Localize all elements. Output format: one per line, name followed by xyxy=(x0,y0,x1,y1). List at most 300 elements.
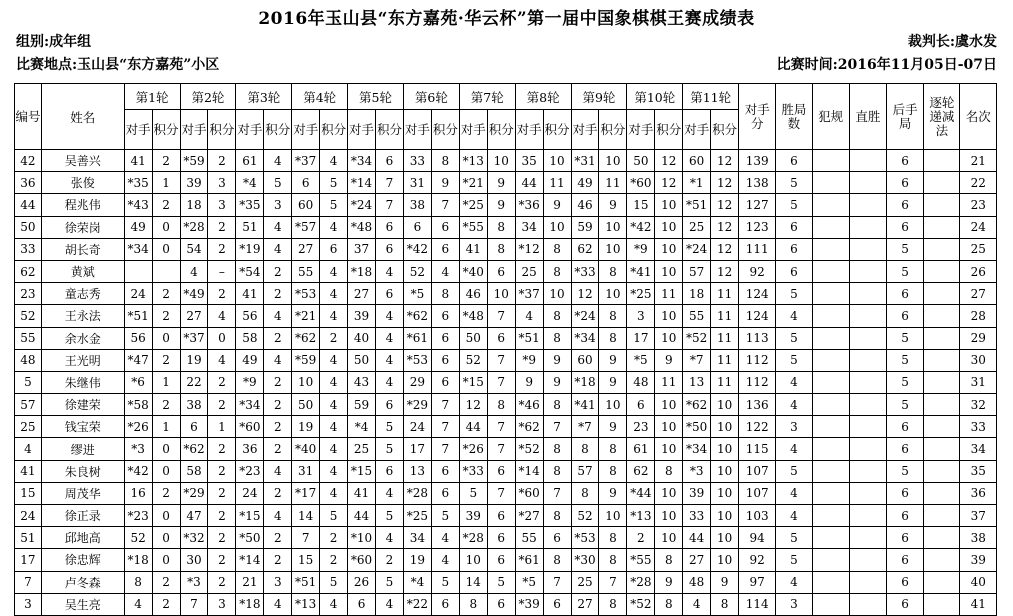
cell-direct xyxy=(849,593,886,615)
cell-points: 6 xyxy=(431,349,459,371)
cell-opponent: *32 xyxy=(180,527,208,549)
cell-opponent: 33 xyxy=(683,505,711,527)
cell-points: 5 xyxy=(376,416,404,438)
cell-opp-score: 112 xyxy=(739,349,776,371)
cell-foul xyxy=(812,549,849,571)
cell-black: 6 xyxy=(886,593,923,615)
cell-foul xyxy=(812,394,849,416)
col-header-opponent: 对手 xyxy=(571,110,599,150)
cell-opponent: 17 xyxy=(627,327,655,349)
cell-points: 4 xyxy=(320,394,348,416)
cell-cumulative xyxy=(924,283,960,305)
table-row xyxy=(15,150,997,172)
table-row xyxy=(15,194,997,216)
cell-opponent: *33 xyxy=(571,260,599,282)
cell-opponent: 38 xyxy=(403,194,431,216)
cell-opp-score: 92 xyxy=(739,260,776,282)
cell-points: 8 xyxy=(487,216,515,238)
cell-opponent: 60 xyxy=(571,349,599,371)
cell-points: 11 xyxy=(711,283,739,305)
cell-opponent: *28 xyxy=(180,216,208,238)
cell-opponent: 49 xyxy=(571,172,599,194)
cell-opponent: *13 xyxy=(459,150,487,172)
cell-id: 41 xyxy=(15,460,42,482)
cell-points: 9 xyxy=(599,482,627,504)
cell-opponent: *33 xyxy=(459,460,487,482)
cell-points: 2 xyxy=(264,260,292,282)
col-header-round: 第6轮 xyxy=(403,84,459,110)
table-row xyxy=(15,260,997,282)
cell-cumulative xyxy=(924,549,960,571)
cell-opponent: *55 xyxy=(459,216,487,238)
cell-rank: 32 xyxy=(960,394,997,416)
cell-points: 5 xyxy=(376,438,404,460)
cell-opponent: *60 xyxy=(627,172,655,194)
cell-points: 2 xyxy=(208,394,236,416)
cell-points: 2 xyxy=(152,394,180,416)
cell-opponent: *48 xyxy=(459,305,487,327)
cell-points: 8 xyxy=(599,305,627,327)
cell-opponent: *23 xyxy=(236,460,264,482)
cell-points: 6 xyxy=(431,460,459,482)
cell-rank: 28 xyxy=(960,305,997,327)
col-header-points: 积分 xyxy=(208,110,236,150)
cell-direct xyxy=(849,238,886,260)
referee-label: 裁判长:虞水发 xyxy=(907,34,997,50)
cell-id: 52 xyxy=(15,305,42,327)
cell-foul xyxy=(812,593,849,615)
cell-name: 卢冬森 xyxy=(41,571,124,593)
cell-points: 0 xyxy=(152,527,180,549)
cell-points: 8 xyxy=(655,460,683,482)
col-header-wins: 胜局数 xyxy=(776,84,812,150)
col-header-opponent: 对手 xyxy=(292,110,320,150)
cell-name: 王光明 xyxy=(41,349,124,371)
cell-id: 23 xyxy=(15,283,42,305)
cell-opponent: 4 xyxy=(124,593,152,615)
cell-opponent: 46 xyxy=(571,194,599,216)
venue-label: 比赛地点:玉山县“东方嘉苑”小区 xyxy=(16,57,220,73)
cell-opponent: *28 xyxy=(403,482,431,504)
table-body xyxy=(15,150,997,616)
cell-points: 7 xyxy=(487,482,515,504)
cell-points: 8 xyxy=(487,394,515,416)
cell-points: 2 xyxy=(264,482,292,504)
cell-opponent: *50 xyxy=(683,416,711,438)
cell-points: 10 xyxy=(543,216,571,238)
col-header-opponent: 对手 xyxy=(348,110,376,150)
cell-points: 9 xyxy=(431,172,459,194)
col-header-round: 第4轮 xyxy=(292,84,348,110)
cell-points: 3 xyxy=(264,571,292,593)
cell-opponent: 36 xyxy=(236,438,264,460)
cell-points: 7 xyxy=(376,172,404,194)
cell-points: 2 xyxy=(376,549,404,571)
cell-opponent: 14 xyxy=(459,571,487,593)
cell-opponent: *41 xyxy=(571,394,599,416)
results-table xyxy=(14,83,997,616)
cell-opponent: *34 xyxy=(236,394,264,416)
cell-opp-score: 107 xyxy=(739,482,776,504)
cell-opponent: *62 xyxy=(403,305,431,327)
cell-points: 5 xyxy=(431,505,459,527)
cell-points: 9 xyxy=(599,371,627,393)
cell-black: 5 xyxy=(886,371,923,393)
cell-cumulative xyxy=(924,327,960,349)
cell-name: 徐忠辉 xyxy=(41,549,124,571)
cell-points: 10 xyxy=(711,438,739,460)
cell-cumulative xyxy=(924,527,960,549)
cell-opponent: 52 xyxy=(124,527,152,549)
table-header xyxy=(15,84,997,150)
cell-rank: 35 xyxy=(960,460,997,482)
cell-points: 4 xyxy=(264,150,292,172)
cell-opponent: *42 xyxy=(403,238,431,260)
cell-opponent: *18 xyxy=(571,371,599,393)
cell-points: 10 xyxy=(655,260,683,282)
cell-opponent: 7 xyxy=(180,593,208,615)
cell-rank: 40 xyxy=(960,571,997,593)
cell-opponent: *4 xyxy=(348,416,376,438)
cell-opponent: *22 xyxy=(403,593,431,615)
cell-opp-score: 113 xyxy=(739,327,776,349)
cell-opponent: 8 xyxy=(571,482,599,504)
col-header-points: 积分 xyxy=(264,110,292,150)
cell-opponent: *60 xyxy=(348,549,376,571)
cell-direct xyxy=(849,305,886,327)
cell-points: 5 xyxy=(264,172,292,194)
cell-opponent: 56 xyxy=(236,305,264,327)
cell-rank: 21 xyxy=(960,150,997,172)
cell-id: 51 xyxy=(15,527,42,549)
cell-opponent: 60 xyxy=(292,194,320,216)
col-header-points: 积分 xyxy=(152,110,180,150)
cell-opponent: *62 xyxy=(180,438,208,460)
cell-points: 7 xyxy=(487,349,515,371)
cell-opp-score: 122 xyxy=(739,416,776,438)
cell-points: 0 xyxy=(152,327,180,349)
cell-opponent: 27 xyxy=(348,283,376,305)
cell-points: 2 xyxy=(320,527,348,549)
cell-opponent: 13 xyxy=(683,371,711,393)
cell-points: 7 xyxy=(487,416,515,438)
cell-opponent: *53 xyxy=(403,349,431,371)
cell-opponent: 61 xyxy=(627,438,655,460)
cell-opponent: *35 xyxy=(236,194,264,216)
cell-name: 王永法 xyxy=(41,305,124,327)
cell-direct xyxy=(849,549,886,571)
cell-black: 6 xyxy=(886,150,923,172)
cell-points: 8 xyxy=(543,460,571,482)
cell-opponent: *24 xyxy=(348,194,376,216)
cell-cumulative xyxy=(924,260,960,282)
cell-id: 48 xyxy=(15,349,42,371)
cell-opponent: *3 xyxy=(180,571,208,593)
col-header-opponent: 对手 xyxy=(403,110,431,150)
cell-opponent: *48 xyxy=(348,216,376,238)
cell-opponent: 8 xyxy=(459,593,487,615)
cell-points: 4 xyxy=(431,549,459,571)
cell-opponent: *1 xyxy=(683,172,711,194)
cell-opponent: *9 xyxy=(515,349,543,371)
cell-points: 10 xyxy=(599,150,627,172)
cell-points: 4 xyxy=(320,371,348,393)
cell-opponent: 30 xyxy=(180,549,208,571)
cell-opponent: 46 xyxy=(459,283,487,305)
cell-points: 4 xyxy=(431,527,459,549)
cell-name: 邱地高 xyxy=(41,527,124,549)
cell-opponent: *53 xyxy=(292,283,320,305)
table-row xyxy=(15,349,997,371)
cell-opp-score: 111 xyxy=(739,238,776,260)
cell-cumulative xyxy=(924,593,960,615)
cell-name: 程兆伟 xyxy=(41,194,124,216)
col-header-round: 第5轮 xyxy=(348,84,404,110)
cell-id: 57 xyxy=(15,394,42,416)
cell-name: 周茂华 xyxy=(41,482,124,504)
cell-opponent: *43 xyxy=(124,194,152,216)
table-row xyxy=(15,438,997,460)
cell-name: 黄斌 xyxy=(41,260,124,282)
cell-opponent: *24 xyxy=(571,305,599,327)
cell-points: 6 xyxy=(376,394,404,416)
cell-opponent: 8 xyxy=(571,438,599,460)
cell-points: 2 xyxy=(208,238,236,260)
cell-wins: 4 xyxy=(776,482,812,504)
cell-points: 12 xyxy=(711,172,739,194)
cell-opponent: 50 xyxy=(459,327,487,349)
cell-opponent: *7 xyxy=(571,416,599,438)
cell-opponent: 18 xyxy=(180,194,208,216)
cell-points: 0 xyxy=(152,460,180,482)
col-header-rank: 名次 xyxy=(960,84,997,150)
cell-opponent: 49 xyxy=(236,349,264,371)
cell-wins: 5 xyxy=(776,527,812,549)
cell-direct xyxy=(849,460,886,482)
table-row xyxy=(15,172,997,194)
cell-points: 4 xyxy=(208,305,236,327)
cell-points: 9 xyxy=(599,349,627,371)
cell-opponent: *37 xyxy=(180,327,208,349)
cell-black: 5 xyxy=(886,238,923,260)
cell-points: 6 xyxy=(431,238,459,260)
cell-points: 3 xyxy=(264,194,292,216)
cell-opponent: *59 xyxy=(292,349,320,371)
cell-points: 10 xyxy=(655,327,683,349)
cell-opponent: *15 xyxy=(236,505,264,527)
cell-foul xyxy=(812,260,849,282)
cell-points: 6 xyxy=(376,216,404,238)
cell-opponent: 44 xyxy=(683,527,711,549)
cell-wins: 4 xyxy=(776,371,812,393)
table-row xyxy=(15,216,997,238)
cell-opponent: 29 xyxy=(403,371,431,393)
cell-opponent: 33 xyxy=(403,150,431,172)
cell-points: 8 xyxy=(543,438,571,460)
cell-opponent: *36 xyxy=(515,194,543,216)
cell-opponent: 24 xyxy=(124,283,152,305)
cell-opponent: *50 xyxy=(236,527,264,549)
cell-points: 2 xyxy=(152,194,180,216)
cell-opponent: *60 xyxy=(236,416,264,438)
cell-points: 4 xyxy=(264,593,292,615)
cell-points: 7 xyxy=(431,394,459,416)
cell-direct xyxy=(849,260,886,282)
cell-points: 9 xyxy=(487,172,515,194)
cell-points: 10 xyxy=(711,505,739,527)
cell-points: 2 xyxy=(320,327,348,349)
cell-points: 4 xyxy=(376,349,404,371)
cell-points: 5 xyxy=(376,571,404,593)
cell-direct xyxy=(849,194,886,216)
cell-opponent: 60 xyxy=(683,150,711,172)
col-header-cumulative: 逐轮递减法 xyxy=(924,84,960,150)
cell-wins: 5 xyxy=(776,549,812,571)
cell-points: 4 xyxy=(264,305,292,327)
cell-points: 10 xyxy=(655,527,683,549)
cell-opponent: 52 xyxy=(459,349,487,371)
cell-opponent: *52 xyxy=(627,593,655,615)
col-header-black: 后手局 xyxy=(886,84,923,150)
col-header-opponent: 对手 xyxy=(683,110,711,150)
cell-foul xyxy=(812,327,849,349)
cell-opponent: 6 xyxy=(627,394,655,416)
cell-points: 1 xyxy=(152,172,180,194)
cell-points: 0 xyxy=(152,505,180,527)
cell-opponent: *34 xyxy=(124,238,152,260)
cell-opponent: *29 xyxy=(180,482,208,504)
cell-opponent: 48 xyxy=(627,371,655,393)
cell-points: 6 xyxy=(487,327,515,349)
table-row xyxy=(15,593,997,615)
col-header-id: 编号 xyxy=(15,84,42,150)
cell-name: 童志秀 xyxy=(41,283,124,305)
cell-points: 12 xyxy=(711,216,739,238)
cell-opponent: *28 xyxy=(459,527,487,549)
cell-points xyxy=(152,260,180,282)
cell-name: 朱良树 xyxy=(41,460,124,482)
cell-points: 2 xyxy=(208,482,236,504)
cell-points: 4 xyxy=(320,305,348,327)
cell-points: 10 xyxy=(655,438,683,460)
cell-opponent: 57 xyxy=(683,260,711,282)
cell-points: 7 xyxy=(543,571,571,593)
cell-black: 5 xyxy=(886,260,923,282)
cell-points: 9 xyxy=(543,349,571,371)
cell-points: 8 xyxy=(543,305,571,327)
cell-black: 5 xyxy=(886,349,923,371)
cell-opponent: *54 xyxy=(236,260,264,282)
cell-points: 10 xyxy=(711,394,739,416)
cell-opponent: *30 xyxy=(571,549,599,571)
cell-points: 10 xyxy=(543,283,571,305)
cell-points: 0 xyxy=(208,327,236,349)
cell-points: 9 xyxy=(711,571,739,593)
cell-direct xyxy=(849,527,886,549)
cell-rank: 29 xyxy=(960,327,997,349)
cell-opponent: 44 xyxy=(348,505,376,527)
cell-name: 徐荣岗 xyxy=(41,216,124,238)
cell-opponent: *61 xyxy=(403,327,431,349)
cell-foul xyxy=(812,150,849,172)
cell-opp-score: 92 xyxy=(739,549,776,571)
cell-cumulative xyxy=(924,438,960,460)
cell-cumulative xyxy=(924,349,960,371)
cell-points: 6 xyxy=(431,482,459,504)
cell-points: 5 xyxy=(320,505,348,527)
cell-id: 33 xyxy=(15,238,42,260)
cell-points: 4 xyxy=(264,505,292,527)
cell-points: 6 xyxy=(543,593,571,615)
col-header-foul: 犯规 xyxy=(812,84,849,150)
cell-points: 1 xyxy=(152,416,180,438)
cell-opponent: 51 xyxy=(236,216,264,238)
cell-id: 50 xyxy=(15,216,42,238)
cell-id: 24 xyxy=(15,505,42,527)
cell-id: 44 xyxy=(15,194,42,216)
cell-opponent: 31 xyxy=(403,172,431,194)
cell-wins: 3 xyxy=(776,593,812,615)
cell-points: 2 xyxy=(152,283,180,305)
col-header-points: 积分 xyxy=(599,110,627,150)
cell-opponent: 27 xyxy=(180,305,208,327)
cell-points: 10 xyxy=(655,238,683,260)
cell-points: 12 xyxy=(655,150,683,172)
cell-points: 7 xyxy=(487,371,515,393)
cell-points: 10 xyxy=(543,150,571,172)
cell-wins: 5 xyxy=(776,327,812,349)
cell-points: 11 xyxy=(711,349,739,371)
cell-points: 10 xyxy=(487,150,515,172)
cell-points: 10 xyxy=(711,416,739,438)
cell-opponent: *24 xyxy=(683,238,711,260)
cell-opponent: 4 xyxy=(515,305,543,327)
cell-points: 8 xyxy=(599,527,627,549)
cell-points: 10 xyxy=(655,305,683,327)
cell-points: 10 xyxy=(655,505,683,527)
cell-opponent: 7 xyxy=(292,527,320,549)
cell-points: 7 xyxy=(431,416,459,438)
cell-points: 6 xyxy=(431,371,459,393)
cell-direct xyxy=(849,394,886,416)
cell-points: 2 xyxy=(208,460,236,482)
cell-opp-score: 114 xyxy=(739,593,776,615)
cell-points: 0 xyxy=(152,238,180,260)
cell-points: 5 xyxy=(320,194,348,216)
cell-opponent: *59 xyxy=(180,150,208,172)
cell-foul xyxy=(812,505,849,527)
cell-opp-score: 103 xyxy=(739,505,776,527)
cell-opp-score: 123 xyxy=(739,216,776,238)
cell-opponent: *25 xyxy=(627,283,655,305)
cell-opponent: *46 xyxy=(515,394,543,416)
cell-points: 9 xyxy=(599,194,627,216)
cell-wins: 6 xyxy=(776,150,812,172)
cell-opponent: *58 xyxy=(124,394,152,416)
cell-points: 7 xyxy=(543,482,571,504)
cell-opponent: *52 xyxy=(515,438,543,460)
cell-opp-score: 138 xyxy=(739,172,776,194)
cell-opponent: 39 xyxy=(180,172,208,194)
col-header-direct: 直胜 xyxy=(849,84,886,150)
cell-opponent: *44 xyxy=(627,482,655,504)
cell-opponent: 52 xyxy=(403,260,431,282)
cell-points: 7 xyxy=(431,194,459,216)
cell-points: 6 xyxy=(487,549,515,571)
cell-points: 12 xyxy=(711,150,739,172)
cell-opponent: 43 xyxy=(348,371,376,393)
cell-points: 4 xyxy=(320,482,348,504)
